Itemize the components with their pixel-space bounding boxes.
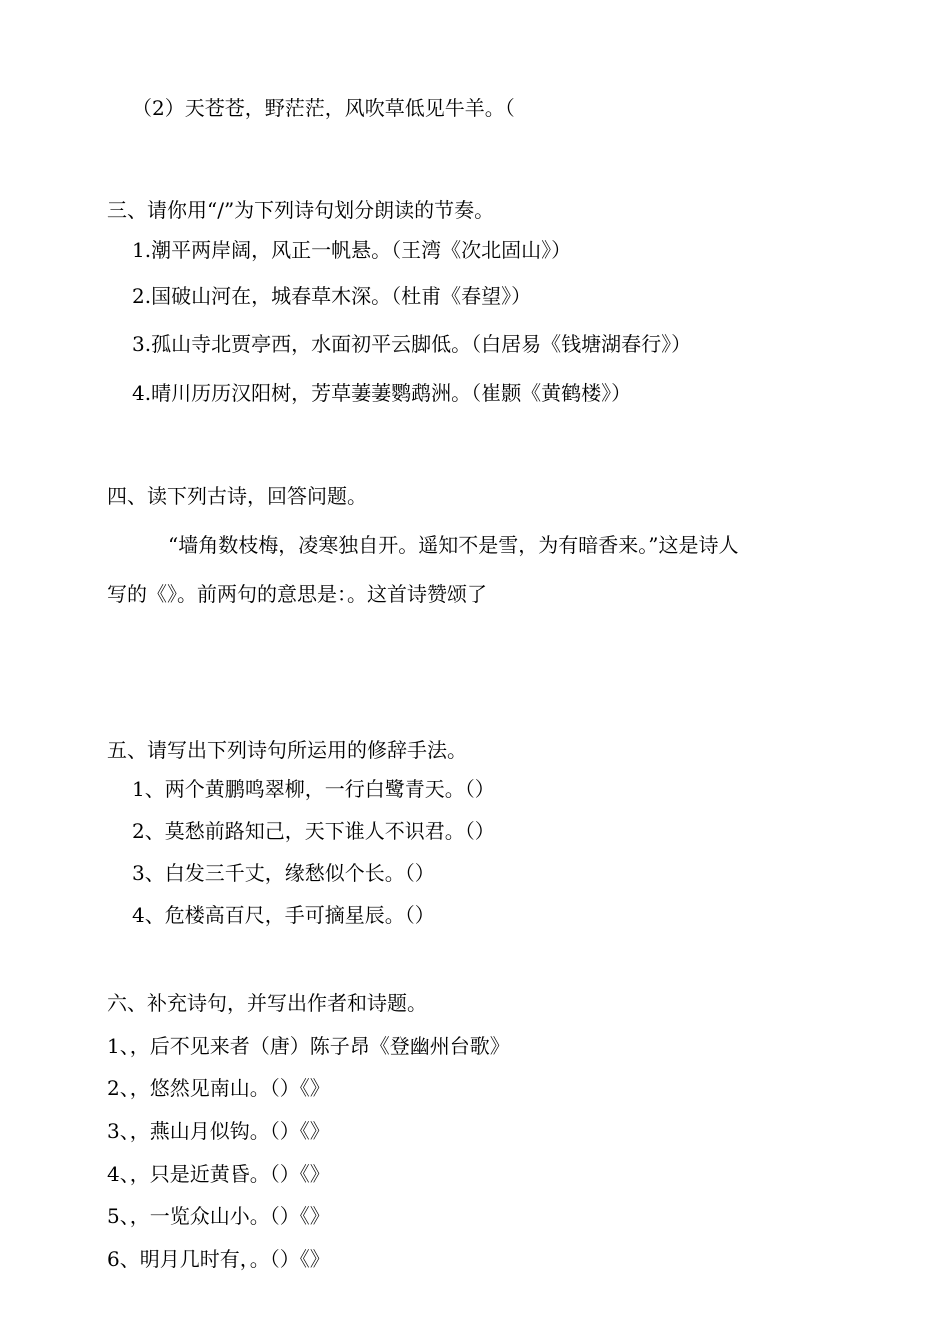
- section-4-paragraph-line-1: “墙角数枝梅，凌寒独自开。遥知不是雪，为有暗香来。”这是诗人: [168, 533, 739, 557]
- section-6-item-4: 4、，只是近黄昏。（）《》: [107, 1162, 330, 1186]
- section-6-item-5: 5、，一览众山小。（）《》: [107, 1204, 330, 1228]
- section-6-item-2: 2、，悠然见南山。（）《》: [107, 1076, 330, 1100]
- section-3-item-1: 1.潮平两岸阔，风正一帆悬。（王湾《次北固山》）: [132, 238, 572, 262]
- section-4-paragraph-line-2: 写的《》。前两句的意思是：。这首诗赞颂了: [107, 582, 487, 606]
- section-4-title: 四、读下列古诗，回答问题。: [107, 484, 367, 508]
- section-5-item-1: 1、两个黄鹏鸣翠柳，一行白鹭青天。（）: [132, 777, 495, 801]
- question-2-item-2: （2）天苍苍，野茫茫，风吹草低见牛羊。（: [132, 96, 515, 120]
- section-6-title: 六、补充诗句，并写出作者和诗题。: [107, 991, 427, 1015]
- section-6-item-3: 3、，燕山月似钩。（）《》: [107, 1119, 330, 1143]
- section-6-item-1: 1、，后不见来者（唐）陈子昂《登幽州台歌》: [107, 1034, 510, 1058]
- section-5-item-4: 4、危楼高百尺，手可摘星辰。（）: [132, 903, 435, 927]
- section-5-title: 五、请写出下列诗句所运用的修辞手法。: [107, 738, 467, 762]
- section-3-item-2: 2.国破山河在，城春草木深。（杜甫《春望》）: [132, 284, 532, 308]
- section-3-title: 三、请你用“/”为下列诗句划分朗读的节奏。: [107, 198, 495, 222]
- section-5-item-3: 3、白发三千丈，缘愁似个长。（）: [132, 861, 435, 885]
- section-6-item-6: 6、明月几时有，。（）《》: [107, 1247, 330, 1271]
- section-3-item-3: 3.孤山寺北贾亭西，水面初平云脚低。（白居易《钱塘湖春行》）: [132, 332, 692, 356]
- section-3-item-4: 4.晴川历历汉阳树，芳草萋萋鹦鹉洲。（崔颢《黄鹤楼》）: [132, 381, 632, 405]
- section-5-item-2: 2、莫愁前路知己，天下谁人不识君。（）: [132, 819, 495, 843]
